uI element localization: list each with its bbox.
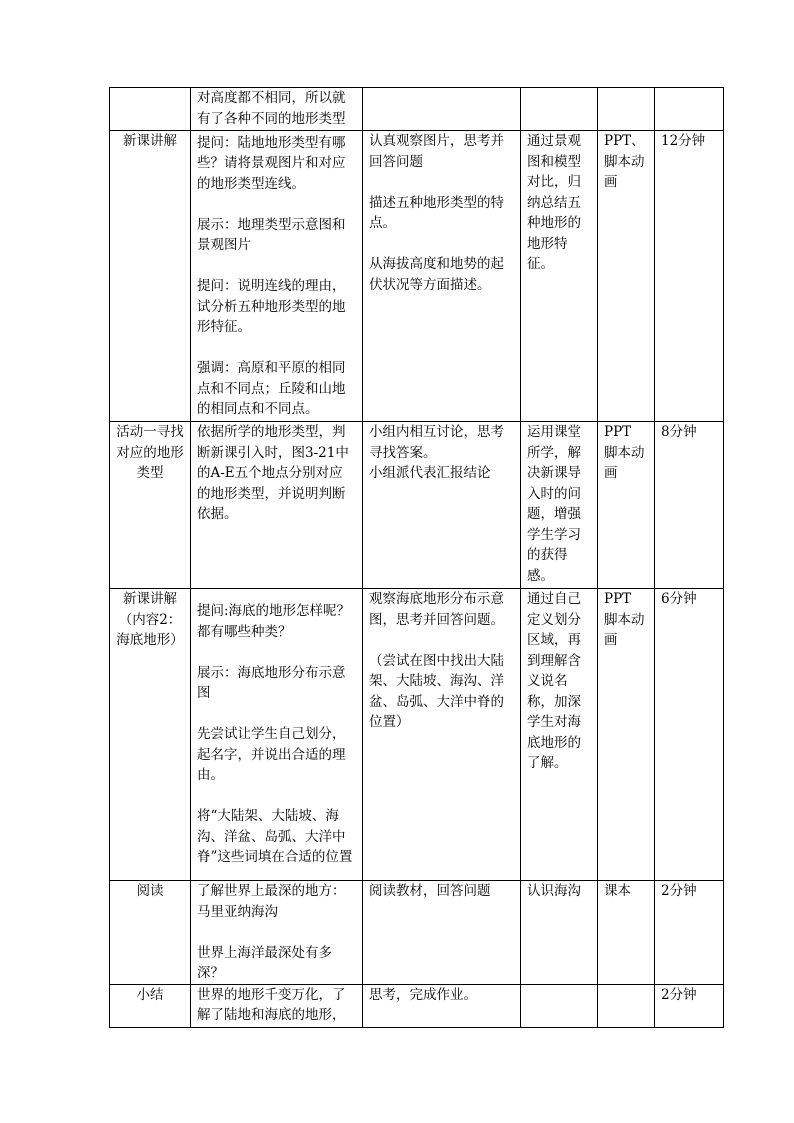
time-cell: 2分钟 bbox=[655, 881, 724, 985]
time-cell: 6分钟 bbox=[655, 589, 724, 881]
teacher-text: 展示：海底地形分布示意图 bbox=[197, 664, 346, 702]
media-cell: 课本 bbox=[598, 881, 655, 985]
teacher-text: 世界的地形千变万化，了解了陆地和海底的地形， bbox=[197, 986, 346, 1023]
design-intent-cell: 认识海沟 bbox=[521, 881, 598, 985]
time-cell bbox=[655, 88, 724, 131]
table-row bbox=[110, 131, 724, 422]
teacher-text: 展示：地理类型示意图和景观图片 bbox=[197, 216, 346, 253]
time-cell: 8分钟 bbox=[655, 422, 724, 589]
stage-cell: 活动一寻找对应的地形类型 bbox=[110, 422, 191, 589]
teacher-activity-cell bbox=[191, 881, 363, 985]
design-intent-cell bbox=[521, 88, 598, 131]
stage-cell: 阅读 bbox=[110, 881, 191, 985]
teacher-text: 先尝试让学生自己划分，起名字，并说出合适的理由。 bbox=[197, 726, 346, 784]
student-text: 思考，完成作业。 bbox=[369, 986, 477, 1003]
stage-cell: 小结 bbox=[110, 984, 191, 1027]
table-row bbox=[110, 422, 724, 589]
teacher-text: 世界上海洋最深处有多深？ bbox=[197, 944, 332, 981]
teacher-text: 了解世界上最深的地方：马里亚纳海沟 bbox=[197, 883, 346, 920]
time-cell: 12分钟 bbox=[655, 131, 724, 422]
student-activity-cell bbox=[363, 422, 521, 589]
teacher-activity-cell bbox=[191, 589, 363, 881]
media-cell bbox=[598, 88, 655, 131]
lesson-plan-table bbox=[109, 87, 724, 1028]
media-cell: PPT 脚本动画 bbox=[598, 422, 655, 589]
table-row bbox=[110, 589, 724, 881]
design-intent-cell: 通过自己定义划分区域，再到理解含义说名称，加深学生对海底地形的了解。 bbox=[521, 589, 598, 881]
student-activity-cell bbox=[363, 88, 521, 131]
time-cell: 2分钟 bbox=[655, 984, 724, 1027]
student-text: 阅读教材，回答问题 bbox=[369, 883, 491, 899]
teacher-activity-cell bbox=[191, 422, 363, 589]
design-intent-cell: 通过景观图和模型对比，归纳总结五种地形的地形特征。 bbox=[521, 131, 598, 422]
stage-cell: 新课讲解（内容2：海底地形） bbox=[110, 589, 191, 881]
student-text: 小组内相互讨论，思考寻找答案。 bbox=[369, 424, 504, 461]
student-text: 从海拔高度和地势的起伏状况等方面描述。 bbox=[369, 256, 504, 293]
table-row bbox=[110, 984, 724, 1027]
student-text: 描述五种地形类型的特点。 bbox=[369, 194, 504, 231]
teacher-activity-cell bbox=[191, 984, 363, 1027]
stage-cell bbox=[110, 88, 191, 131]
table-row bbox=[110, 881, 724, 985]
teacher-activity-cell bbox=[191, 131, 363, 422]
student-text: （尝试在图中找出大陆架、大陆坡、海沟、洋盆、岛弧、大洋中脊的位置） bbox=[369, 652, 504, 730]
media-cell bbox=[598, 984, 655, 1027]
media-cell: PPT 脚本动画 bbox=[598, 589, 655, 881]
teacher-text: 提问：说明连线的理由，试分析五种地形类型的地形特征。 bbox=[197, 278, 346, 335]
teacher-text: 对高度都不相同，所以就有了各种不同的地形类型 bbox=[197, 90, 346, 127]
media-cell: PPT、脚本动画 bbox=[598, 131, 655, 422]
teacher-text: 将“大陆架、大陆坡、海沟、洋盆、岛弧、大洋中脊”这些词填在合适的位置 bbox=[197, 808, 353, 866]
stage-cell: 新课讲解 bbox=[110, 131, 191, 422]
table-row bbox=[110, 88, 724, 131]
teacher-text: 提问:海底的地形怎样呢？都有哪些种类？ bbox=[197, 603, 351, 640]
teacher-text: 强调：高原和平原的相同点和不同点；丘陵和山地的相同点和不同点。 bbox=[197, 360, 346, 417]
design-intent-cell: 运用课堂所学，解决新课导入时的问题，增强学生学习的获得感。 bbox=[521, 422, 598, 589]
student-activity-cell bbox=[363, 131, 521, 422]
teacher-text: 提问：陆地地形类型有哪些？请将景观图片和对应的地形类型连线。 bbox=[197, 134, 346, 192]
student-activity-cell bbox=[363, 984, 521, 1027]
student-text: 小组派代表汇报结论 bbox=[369, 465, 491, 481]
student-text: 观察海底地形分布示意图，思考并回答问题。 bbox=[369, 591, 504, 628]
student-text: 认真观察图片，思考并回答问题 bbox=[369, 133, 504, 170]
student-activity-cell bbox=[363, 589, 521, 881]
teacher-text: 依据所学的地形类型，判断新课引入时，图3-21中的A-E五个地点分别对应的地形类型，并说明判断依据。 bbox=[197, 424, 349, 522]
student-activity-cell bbox=[363, 881, 521, 985]
teacher-activity-cell bbox=[191, 88, 363, 131]
design-intent-cell bbox=[521, 984, 598, 1027]
